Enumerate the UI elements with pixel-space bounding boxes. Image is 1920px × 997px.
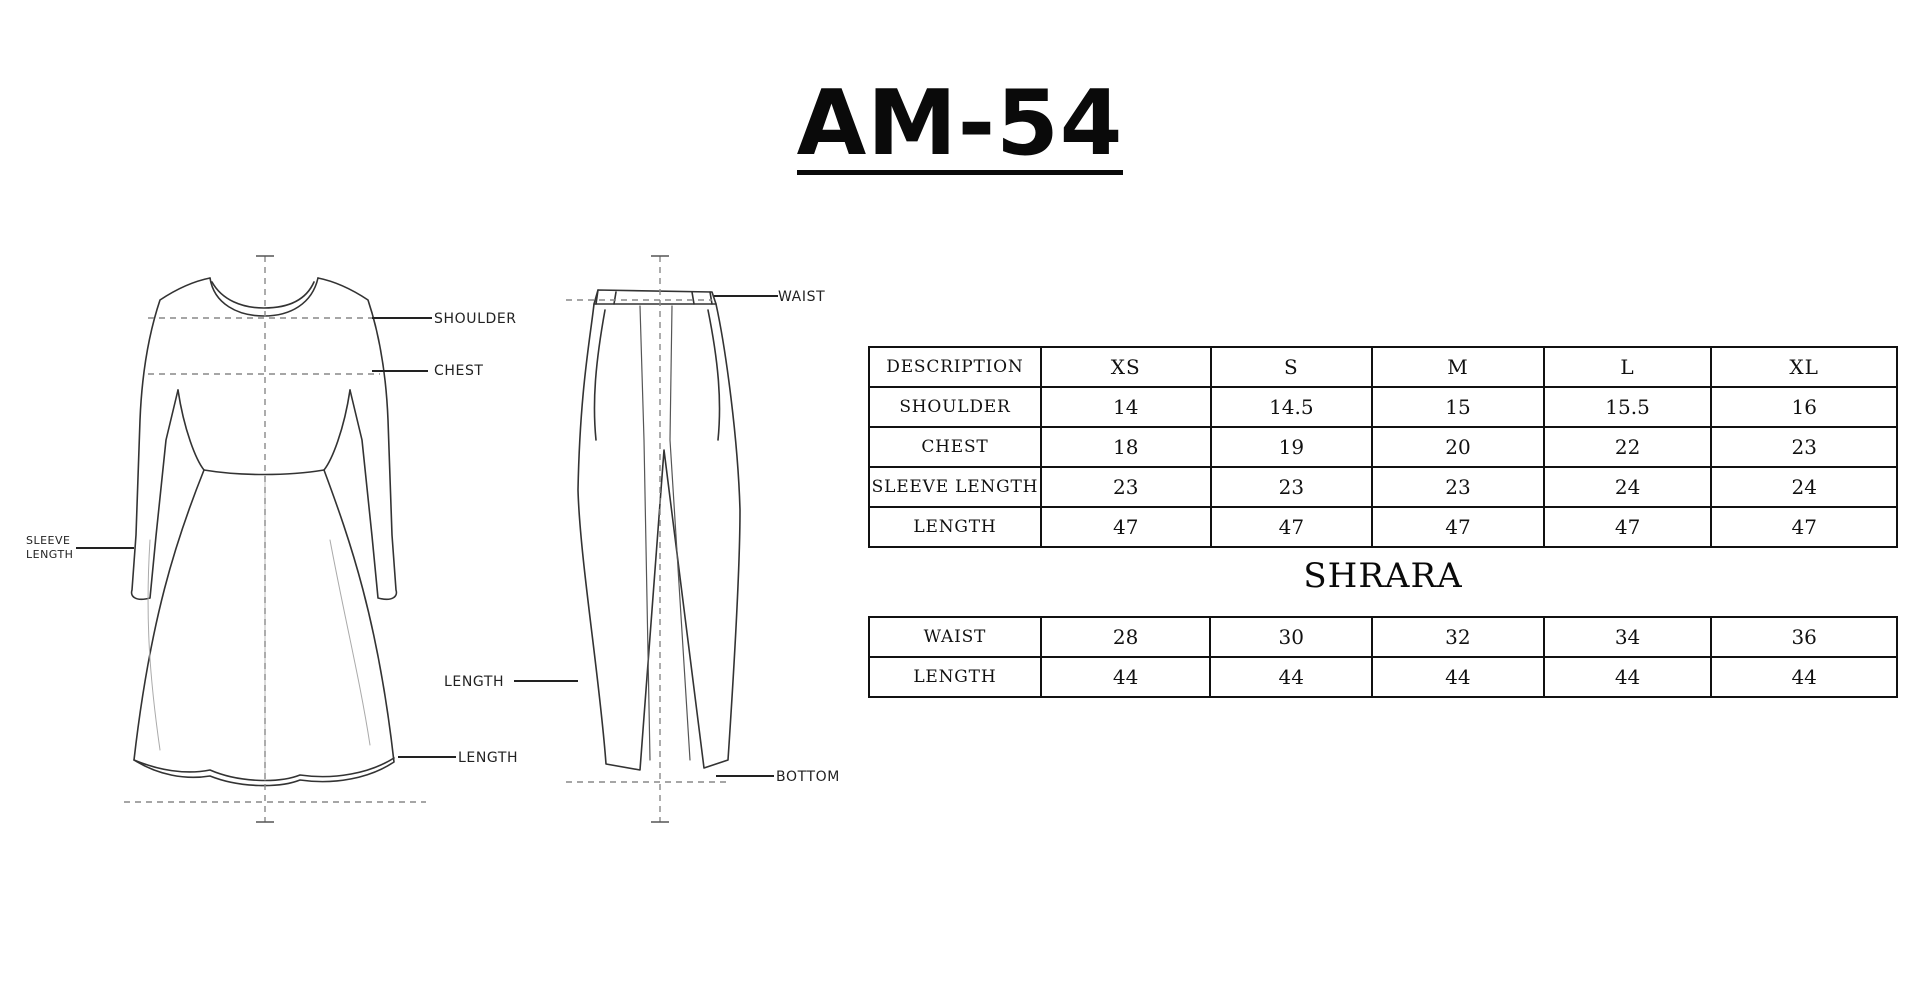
pants-outline [578,290,740,770]
row-label: SLEEVE LENGTH [869,467,1041,507]
label-dress-length: LENGTH [458,750,519,766]
cell-value: 24 [1711,467,1897,507]
cell-value: 19 [1211,427,1373,467]
row-label: CHEST [869,427,1041,467]
table-row [869,657,1897,697]
cell-value: 32 [1372,617,1544,657]
cell-value: 15.5 [1544,387,1712,427]
cell-value: 20 [1372,427,1544,467]
page-title [0,71,1920,176]
cell-value: 44 [1711,657,1897,697]
row-label: LENGTH [869,507,1041,547]
cell-value: 22 [1544,427,1712,467]
cell-value: 44 [1544,657,1712,697]
garment-sketch [0,240,870,840]
row-label: SHOULDER [869,387,1041,427]
row-label: LENGTH [869,657,1041,697]
cell-value: 23 [1211,467,1373,507]
cell-value: 28 [1041,617,1211,657]
cell-value: 16 [1711,387,1897,427]
cell-value: 44 [1210,657,1372,697]
cell-value: 47 [1711,507,1897,547]
title-text: AM-54 [796,71,1124,176]
cell-value: 24 [1544,467,1712,507]
cell-value: 14 [1041,387,1211,427]
cell-value: 14.5 [1211,387,1373,427]
cell-value: 47 [1544,507,1712,547]
label-waist: WAIST [778,289,826,305]
header-l: L [1544,347,1712,387]
header-s: S [1211,347,1373,387]
cell-value: 36 [1711,617,1897,657]
label-pant-length: LENGTH [444,674,505,690]
label-sleeve: SLEEVE [26,534,71,547]
cell-value: 18 [1041,427,1211,467]
table-row [869,427,1897,467]
cell-value: 47 [1041,507,1211,547]
leader-lines [76,296,778,776]
table-row [869,617,1897,657]
header-xl: XL [1711,347,1897,387]
label-sleeve-length: LENGTH [26,548,74,561]
cell-value: 44 [1041,657,1211,697]
table-row [869,467,1897,507]
row-label: WAIST [869,617,1041,657]
header-xs: XS [1041,347,1211,387]
table-row [869,387,1897,427]
cell-value: 23 [1711,427,1897,467]
header-m: M [1372,347,1544,387]
cell-value: 15 [1372,387,1544,427]
cell-value: 47 [1211,507,1373,547]
cell-value: 44 [1372,657,1544,697]
cell-value: 23 [1372,467,1544,507]
shrara-heading: SHRARA [1303,556,1463,596]
dress-outline [132,278,397,786]
label-bottom: BOTTOM [776,769,840,785]
header-description: DESCRIPTION [869,347,1041,387]
cell-value: 47 [1372,507,1544,547]
shrara-table [868,616,1898,698]
cell-value: 30 [1210,617,1372,657]
cell-value: 34 [1544,617,1712,657]
size-chart-table [868,346,1898,548]
label-shoulder: SHOULDER [434,311,517,327]
cell-value: 23 [1041,467,1211,507]
measure-guides [124,256,730,822]
table-header-row [869,347,1897,387]
label-chest: CHEST [434,363,484,379]
table-row [869,507,1897,547]
